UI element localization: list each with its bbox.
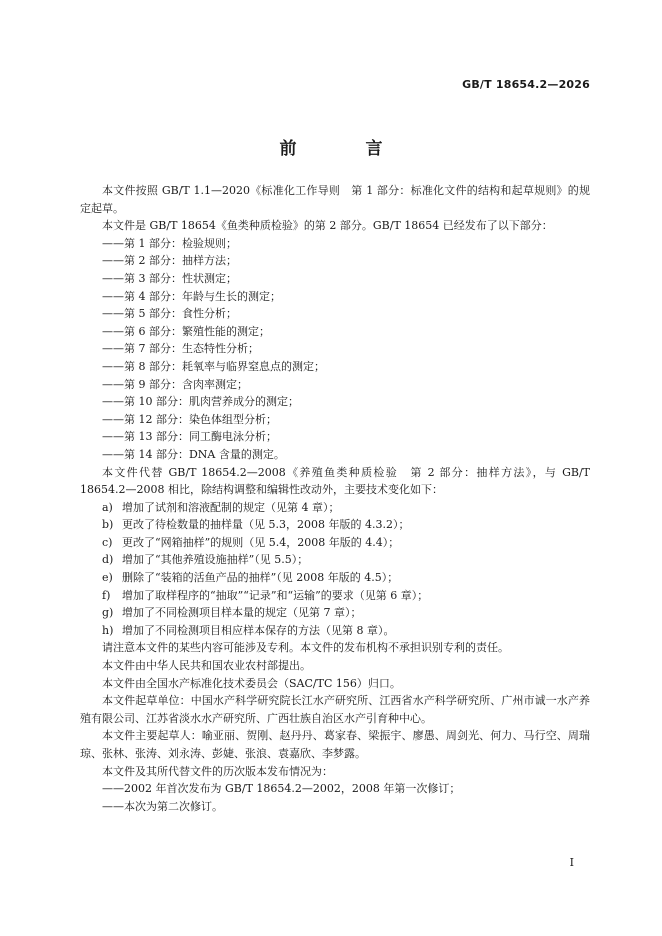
change-item — [80, 569, 590, 587]
parts-list — [80, 235, 590, 464]
change-item — [80, 499, 590, 517]
list-item: ——第 13 部分：同工酶电泳分析； — [102, 430, 277, 444]
changes-list — [80, 499, 590, 640]
change-text: 增加了“其他养殖设施抽样”（见 5.5）； — [122, 553, 309, 567]
history-item: ——2002 年首次发布为 GB/T 18654.2—2002，2008 年第一次修订； — [102, 782, 461, 796]
replace-paragraph: 本文件代替 GB/T 18654.2—2008《养殖鱼类种质检验 第 2 部分：抽样方法》，与 GB/T 18654.2—2008 相比，除结构调整和编辑性改动外，主要技术变化如下： — [80, 465, 590, 497]
intro-paragraph: 本文件是 GB/T 18654《鱼类种质检验》的第 2 部分。GB/T 18654 已经发布了以下部分： — [102, 219, 553, 233]
change-marker: d) — [102, 553, 114, 567]
list-item: ——第 6 部分：繁殖性能的测定； — [102, 324, 270, 338]
change-item — [80, 551, 590, 569]
list-item: ——第 5 部分：食性分析； — [102, 307, 237, 321]
change-marker: f) — [102, 588, 111, 602]
change-marker: e) — [102, 571, 113, 585]
change-marker: h) — [102, 623, 114, 637]
drafting-units: 本文件起草单位：中国水产科学研究院长江水产研究所、江西省水产科学研究所、广州市诚一水产养殖有限公司、江苏省淡水水产研究所、广西壮族自治区水产引育种中心。 — [80, 694, 590, 725]
list-item: ——第 3 部分：性状测定； — [102, 271, 237, 285]
document-body — [80, 182, 590, 815]
change-marker: a) — [102, 500, 113, 514]
list-item: ——第 10 部分：肌肉营养成分的测定； — [102, 395, 299, 409]
change-text: 增加了试剂和溶液配制的规定（见第 4 章）； — [122, 500, 340, 514]
intro-paragraph: 本文件按照 GB/T 1.1—2020《标准化工作导则 第 1 部分：标准化文件的结构和起草规则》的规定起草。 — [80, 184, 590, 215]
change-text: 增加了不同检测项目样本量的规定（见第 7 章）； — [122, 606, 362, 620]
list-item: ——第 14 部分：DNA 含量的测定。 — [102, 447, 285, 461]
page-title: 前 言 — [279, 139, 409, 159]
change-marker: b) — [102, 518, 114, 532]
change-text: 更改了“网箱抽样”的规则（见 5.4，2008 年版的 4.4）； — [122, 535, 400, 549]
change-marker: g) — [102, 606, 114, 620]
history-intro: 本文件及其所代替文件的历次版本发布情况为： — [102, 764, 333, 778]
patent-notice: 请注意本文件的某些内容可能涉及专利。本文件的发布机构不承担识别专利的责任。 — [102, 641, 509, 655]
proposer-statement: 本文件由中华人民共和国农业农村部提出。 — [102, 659, 311, 673]
list-item: ——第 4 部分：年龄与生长的测定； — [102, 289, 281, 303]
list-item: ——第 2 部分：抽样方法； — [102, 254, 237, 268]
committee-statement: 本文件由全国水产标准化技术委员会（SAC/TC 156）归口。 — [102, 676, 401, 690]
drafters: 本文件主要起草人：喻亚丽、贺刚、赵丹丹、葛家春、梁振宇、廖愚、周剑光、何力、马行空、周瑞琼、张林、张涛、刘永涛、彭婕、张浪、袁嘉欣、李梦露。 — [80, 729, 590, 760]
change-item — [80, 622, 590, 640]
list-item: ——第 1 部分：检验规则； — [102, 236, 237, 250]
change-text: 删除了“装箱的活鱼产品的抽样”（见 2008 年版的 4.5）； — [122, 571, 399, 585]
change-item — [80, 534, 590, 552]
change-item — [80, 587, 590, 605]
page-number: I — [569, 856, 574, 869]
history-item: ——本次为第二次修订。 — [102, 799, 223, 813]
list-item: ——第 7 部分：生态特性分析； — [102, 342, 259, 356]
change-item — [80, 604, 590, 622]
list-item: ——第 8 部分：耗氧率与临界窒息点的测定； — [102, 359, 325, 373]
change-item — [80, 516, 590, 534]
change-text: 增加了取样程序的“抽取”“记录”和“运输”的要求（见第 6 章）； — [122, 588, 429, 602]
change-text: 增加了不同检测项目相应样本保存的方法（见第 8 章）。 — [122, 623, 395, 637]
list-item: ——第 12 部分：染色体组型分析； — [102, 412, 277, 426]
standard-code: GB/T 18654.2—2026 — [462, 78, 590, 91]
list-item: ——第 9 部分：含肉率测定； — [102, 377, 248, 391]
change-text: 更改了待检数量的抽样量（见 5.3，2008 年版的 4.3.2）； — [122, 518, 410, 532]
change-marker: c) — [102, 535, 113, 549]
